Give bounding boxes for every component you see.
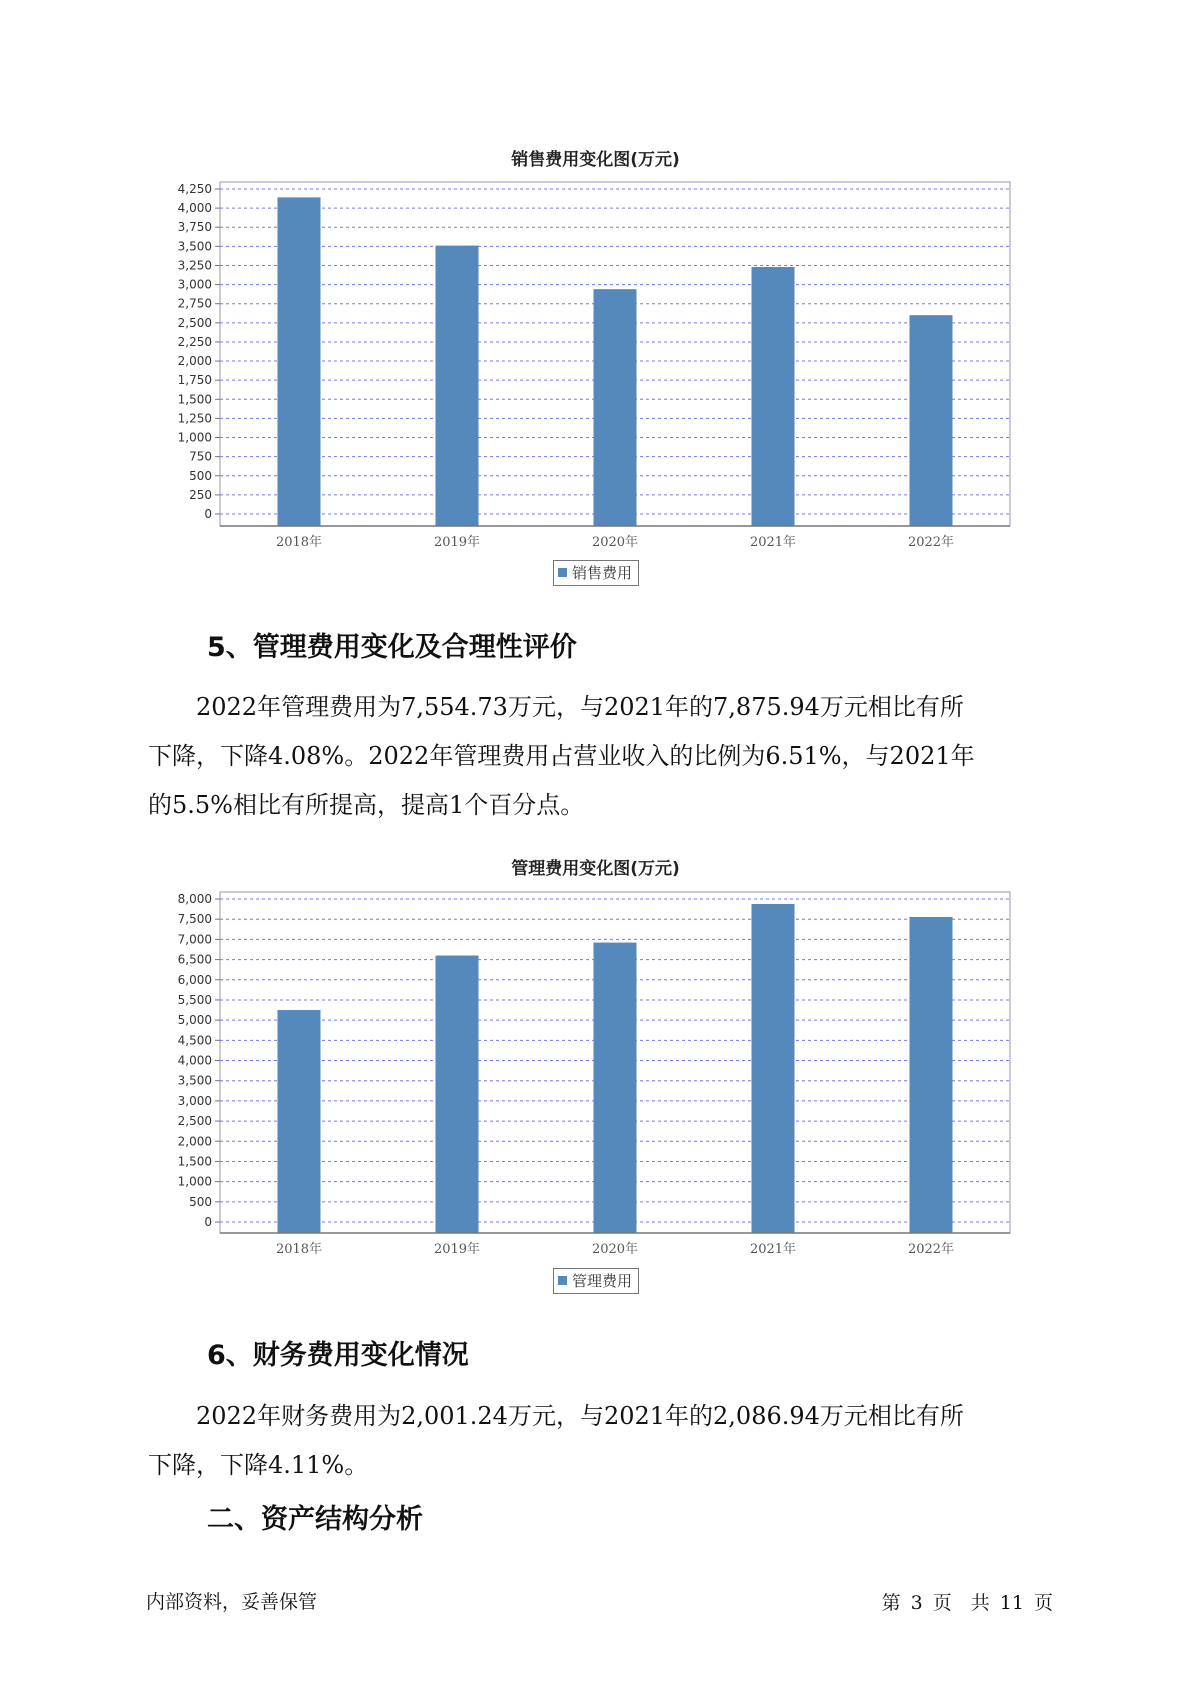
y-tick-label: 500 — [189, 1194, 212, 1209]
x-tick-label: 2021年 — [749, 1242, 797, 1257]
paragraph-line: 2022年管理费用为7,554.73万元，与2021年的7,875.94万元相比有所 — [148, 693, 964, 721]
y-tick-label: 750 — [189, 449, 212, 464]
x-tick-label: 2019年 — [433, 535, 481, 550]
y-tick-label: 1,500 — [177, 1154, 212, 1169]
y-tick-label: 5,500 — [177, 992, 212, 1007]
chart-legend — [553, 1268, 639, 1294]
x-tick-label: 2022年 — [907, 535, 955, 550]
footer-confidential-note: 内部资料，妥善保管 — [146, 1591, 318, 1613]
y-tick-label: 0 — [204, 507, 212, 521]
y-tick-label: 5,000 — [177, 1013, 212, 1028]
y-tick-label: 4,500 — [177, 1033, 212, 1048]
y-tick-label: 7,500 — [177, 912, 212, 927]
y-tick-label: 4,000 — [177, 201, 212, 216]
y-tick-label: 2,500 — [177, 315, 212, 330]
chart-title: 销售费用变化图(万元) — [511, 150, 680, 170]
y-tick-label: 3,750 — [177, 220, 212, 235]
y-tick-label: 2,250 — [177, 334, 212, 349]
y-tick-label: 500 — [189, 468, 212, 483]
bar — [910, 917, 953, 1233]
y-tick-label: 2,000 — [177, 354, 212, 369]
y-tick-label: 1,250 — [177, 411, 212, 426]
y-tick-label: 1,000 — [177, 1174, 212, 1189]
y-tick-label: 4,000 — [177, 1053, 212, 1068]
section-5-heading: 5、管理费用变化及合理性评价 — [207, 632, 577, 663]
bar — [594, 943, 637, 1233]
bar — [436, 956, 479, 1233]
section-6-paragraph — [148, 1392, 1048, 1490]
paragraph-line: 的5.5%相比有所提高，提高1个百分点。 — [148, 791, 585, 819]
x-tick-label: 2021年 — [749, 535, 797, 550]
paragraph-line: 下降，下降4.08%。2022年管理费用占营业收入的比例为6.51%，与2021年 — [148, 742, 975, 770]
y-tick-label: 7,000 — [177, 932, 212, 947]
y-tick-label: 3,000 — [177, 277, 212, 292]
x-tick-label: 2019年 — [433, 1242, 481, 1257]
bar — [278, 1010, 321, 1233]
y-tick-label: 3,500 — [177, 1073, 212, 1088]
y-tick-label: 1,000 — [177, 430, 212, 445]
x-tick-label: 2018年 — [275, 535, 323, 550]
y-tick-label: 250 — [189, 487, 212, 502]
x-tick-label: 2018年 — [275, 1242, 323, 1257]
y-tick-label: 2,500 — [177, 1114, 212, 1129]
x-tick-label: 2022年 — [907, 1242, 955, 1257]
y-tick-label: 3,500 — [177, 239, 212, 254]
section-2-heading: 二、资产结构分析 — [207, 1504, 423, 1535]
bar — [752, 904, 795, 1233]
x-tick-label: 2020年 — [591, 535, 639, 550]
legend-label: 管理费用 — [572, 1272, 633, 1290]
footer-page-number: 第 3 页 共 11 页 — [881, 1592, 1053, 1614]
y-tick-label: 1,750 — [177, 373, 212, 388]
paragraph-line: 2022年财务费用为2,001.24万元，与2021年的2,086.94万元相比有所 — [148, 1402, 964, 1430]
y-tick-label: 0 — [204, 1215, 212, 1229]
legend-swatch — [558, 1276, 567, 1285]
y-tick-label: 2,000 — [177, 1134, 212, 1149]
y-tick-label: 8,000 — [177, 892, 212, 906]
y-tick-label: 1,500 — [177, 392, 212, 407]
section-6-heading: 6、财务费用变化情况 — [207, 1340, 469, 1371]
legend-label: 销售费用 — [572, 564, 633, 582]
y-tick-label: 2,750 — [177, 296, 212, 311]
x-tick-label: 2020年 — [591, 1242, 639, 1257]
y-tick-label: 6,000 — [177, 972, 212, 987]
y-tick-label: 3,000 — [177, 1093, 212, 1108]
chart-title: 管理费用变化图(万元) — [511, 859, 680, 879]
y-tick-label: 3,250 — [177, 258, 212, 273]
paragraph-line: 下降，下降4.11%。 — [148, 1451, 369, 1479]
y-tick-label: 6,500 — [177, 952, 212, 967]
y-tick-label: 4,250 — [177, 182, 212, 196]
